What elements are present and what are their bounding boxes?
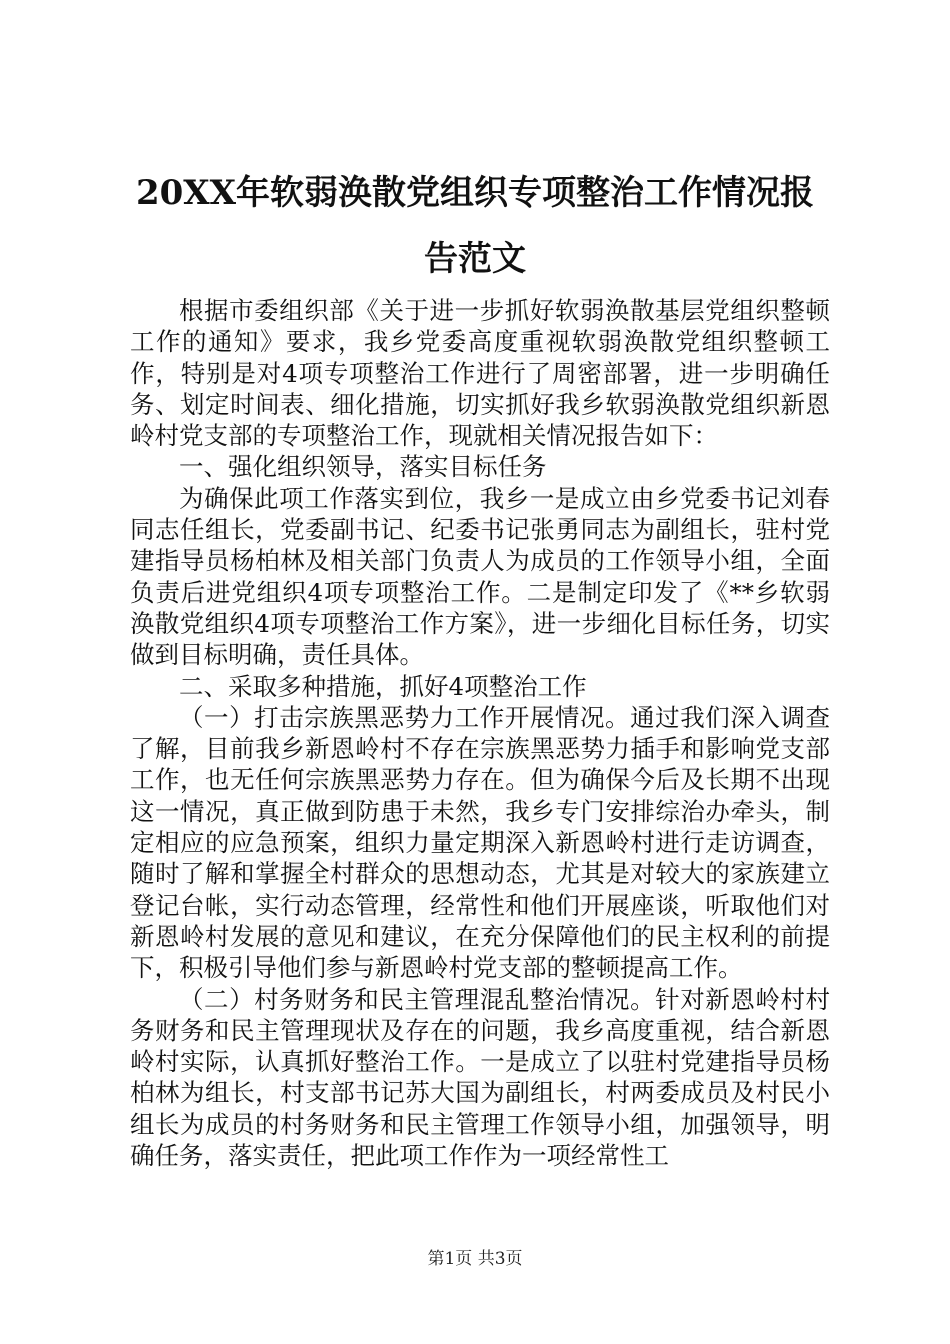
- page-number-footer: 第1页 共3页: [427, 1249, 523, 1269]
- paragraph-section-1: 为确保此项工作落实到位，我乡一是成立由乡党委书记刘春同志任组长，党委副书记、纪委书记张勇同志为副组长，驻村党建指导员杨柏林及相关部门负责人为成员的工作领导小组，全面负责后进党组织4项专项整治工作。二是制定印发了《**乡软弱涣散党组织4项专项整治工作方案》，进一步细化目标任务，切实做到目标明确，责任具体。: [130, 483, 830, 670]
- paragraph-subsection-1: （一）打击宗族黑恶势力工作开展情况。通过我们深入调查了解，目前我乡新恩岭村不存在宗族黑恶势力插手和影响党支部工作，也无任何宗族黑恶势力存在。但为确保今后及长期不出现这一情况，真正做到防患于未然，我乡专门安排综治办牵头，制定相应的应急预案，组织力量定期深入新恩岭村进行走访调查，随时了解和掌握全村群众的思想动态，尤其是对较大的家族建立登记台帐，实行动态管理，经常性和他们开展座谈，听取他们对新恩岭村发展的意见和建议，在充分保障他们的民主权利的前提下，积极引导他们参与新恩岭村党支部的整顿提高工作。: [130, 702, 830, 983]
- paragraph-intro: 根据市委组织部《关于进一步抓好软弱涣散基层党组织整顿工作的通知》要求，我乡党委高度重视软弱涣散党组织整顿工作，特别是对4项专项整治工作进行了周密部署，进一步明确任务、划定时间表、细化措施，切实抓好我乡软弱涣散党组织新恩岭村党支部的专项整治工作，现就相关情况报告如下：: [130, 296, 830, 451]
- document-body: [130, 295, 830, 1171]
- section-heading-1: 一、强化组织领导，落实目标任务: [179, 452, 547, 482]
- paragraph-subsection-2: （二）村务财务和民主管理混乱整治情况。针对新恩岭村村务财务和民主管理现状及存在的问题，我乡高度重视，结合新恩岭村实际，认真抓好整治工作。一是成立了以驻村党建指导员杨柏林为组长，村支部书记苏大国为副组长，村两委成员及村民小组长为成员的村务财务和民主管理工作领导小组，加强领导，明确任务，落实责任，把此项工作作为一项经常性工: [130, 984, 830, 1171]
- document-title: 20XX年软弱涣散党组织专项整治工作情况报告范文: [135, 173, 815, 279]
- section-heading-2: 二、采取多种措施，抓好4项整治工作: [179, 671, 587, 701]
